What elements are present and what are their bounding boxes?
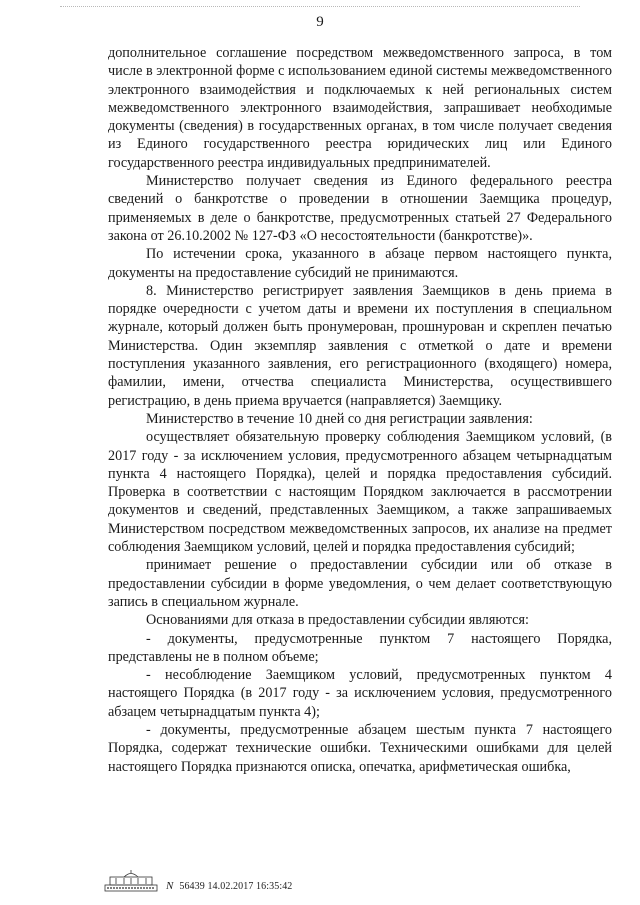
page-number: 9 xyxy=(316,14,324,30)
document-footer xyxy=(104,868,292,892)
paragraph: - несоблюдение Заемщиком условий, предусмотренных пунктом 4 настоящего Порядка (в 2017 году - за исключением условия, предусмотренного абзацем четырнадцатым пункта 4); xyxy=(108,667,612,720)
paragraph: Министерство получает сведения из Единого федерального реестра сведений о банкротстве о проведении в отношении Заемщика процедур, применяемых в деле о банкротстве, предусмотренных статьей 27 Федерального закона от 26.10.2002 № 127-ФЗ «О несостоятельности (банкротстве)». xyxy=(108,173,612,244)
paragraph: осуществляет обязательную проверку соблюдения Заемщиком условий, (в 2017 году - за исключением условия, предусмотренного абзацем четырнадцатым пункта 4 настоящего Порядка), целей и порядка предоставления субсидий. Проверка в соответствии с настоящим Порядком заключается в рассмотрении документов и сведений, представленных Заемщиком, а также запрашиваемых Министерством посредством межведомственных запросов, их анализе на предмет соблюдения Заемщиком условий, целей и порядка предоставления субсидий; xyxy=(108,429,612,556)
scan-artifact-line xyxy=(60,6,580,8)
footer-registration-stamp: 56439 14.02.2017 16:35:42 xyxy=(179,881,293,892)
paragraph: принимает решение о предоставлении субсидии или об отказе в предоставлении субсидии в форме уведомления, о чем делает соответствующую запись в специальном журнале. xyxy=(108,557,612,610)
paragraph: По истечении срока, указанного в абзаце первом настоящего пункта, документы на предоставление субсидий не принимаются. xyxy=(108,246,612,281)
paragraph: - документы, предусмотренные абзацем шестым пункта 7 настоящего Порядка, содержат технические ошибки. Техническими ошибками для целей настоящего Порядка признаются описка, опечатка, арифметическая ошибка, xyxy=(108,721,612,775)
document-body xyxy=(108,44,612,776)
footer-mark: N xyxy=(166,880,174,892)
paragraph: дополнительное соглашение посредством межведомственного запроса, в том числе в электронной форме с использованием единой системы межведомственного электронного взаимодействия и подключаемых к ней региональных систем межведомственного электронного взаимодействия, запрашивает необходимые документы (сведения) в государственных органах, в том числе получает сведения из Единого государственного реестра юридических лиц или Единого государственного реестра индивидуальных предпринимателей. xyxy=(108,45,612,171)
paragraph: 8. Министерство регистрирует заявления Заемщиков в день приема в порядке очередности с учетом даты и времени их поступления в специальном журнале, который должен быть пронумерован, прошнурован и скреплен печатью Министерства. Один экземпляр заявления с отметкой о дате и времени поступления указанного заявления, его регистрационного (входящего) номера, фамилии, имени, отчества специалиста Министерства, осуществившего регистрацию, в день приема вручается (направляется) Заемщику. xyxy=(108,282,612,409)
paragraph: Основаниями для отказа в предоставлении субсидии являются: xyxy=(146,612,529,629)
paragraph: - документы, предусмотренные пунктом 7 настоящего Порядка, представлены не в полном объеме; xyxy=(108,630,612,665)
paragraph: Министерство в течение 10 дней со дня регистрации заявления: xyxy=(146,410,533,427)
seal-logo-icon xyxy=(104,870,158,892)
